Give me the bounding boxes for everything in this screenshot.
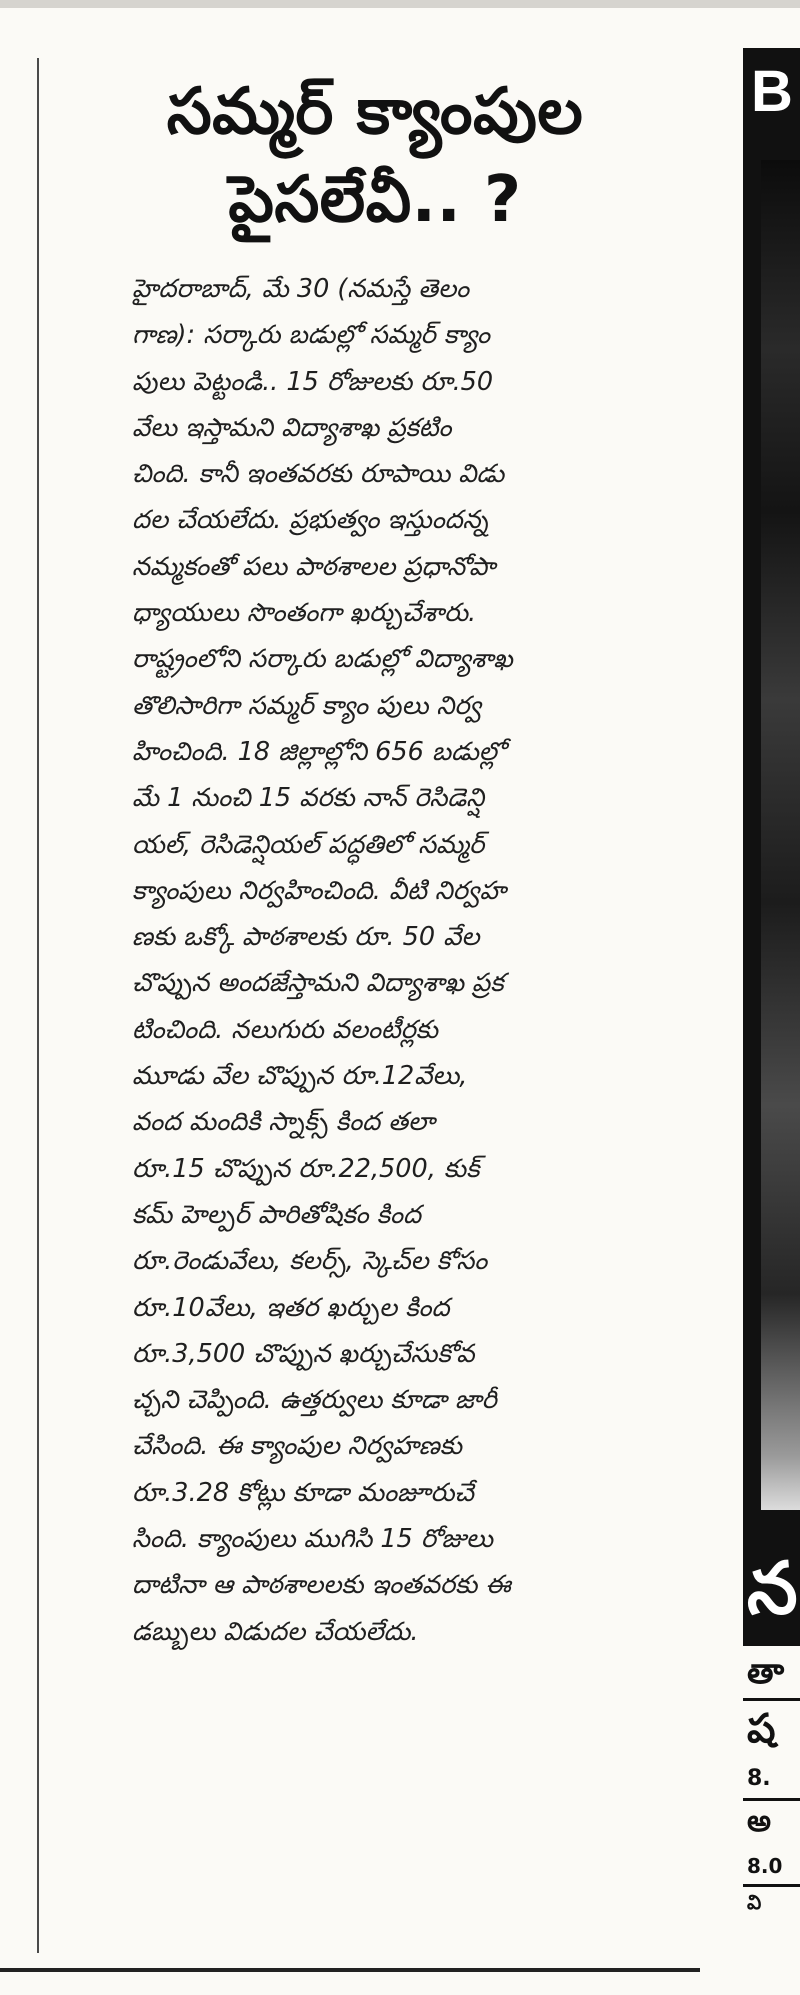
body-line: టించింది. నలుగురు వలంటీర్లకు <box>132 1014 438 1045</box>
body-line: చింది. కానీ ఇంతవరకు రూపాయి విడు <box>132 459 505 490</box>
side-big-heading: న <box>747 1546 798 1630</box>
body-line: రూ.3,500 చొప్పున ఖర్చుచేసుకోవ <box>132 1338 475 1369</box>
side-text-row: వి <box>747 1890 762 1914</box>
body-line: మే 1 నుంచి 15 వరకు నాన్ రెసిడెన్షి <box>132 783 485 814</box>
adjacent-article-fragment <box>743 48 800 1995</box>
body-line: ణకు ఒక్కో పాఠశాలకు రూ. 50 వేల <box>132 922 480 953</box>
body-line: పులు పెట్టండి.. 15 రోజులకు రూ.50 <box>132 366 494 397</box>
body-line: వంద మందికి స్నాక్స్ కింద తలా <box>132 1107 435 1138</box>
body-line: చొప్పున అందజేస్తామని విద్యాశాఖ ప్రక <box>132 968 504 999</box>
side-text-panel <box>743 1646 800 1995</box>
body-line: చేసింది. ఈ క్యాంపుల నిర్వహణకు <box>132 1431 462 1462</box>
side-divider <box>743 1698 800 1701</box>
body-line: హైదరాబాద్, మే 30 (నమస్తే తెలం <box>132 274 470 304</box>
body-line: రాష్ట్రంలోని సర్కారు బడుల్లో విద్యాశాఖ <box>132 644 513 675</box>
side-text-row: అ <box>747 1804 771 1839</box>
body-line: గాణ): సర్కారు బడుల్లో సమ్మర్ క్యాం <box>132 320 490 351</box>
body-line: దాటినా ఆ పాఠశాలలకు ఇంతవరకు ఈ <box>132 1570 511 1601</box>
body-line: క్యాంపులు నిర్వహించింది. వీటి నిర్వహ <box>132 875 506 906</box>
side-photo <box>761 160 800 1510</box>
column-rule <box>37 58 39 1953</box>
body-line: చ్చని చెప్పింది. ఉత్తర్వులు కూడా జారీ <box>132 1385 497 1416</box>
body-line: యల్, రెసిడెన్షియల్ పద్ధతిలో సమ్మర్ <box>132 829 485 860</box>
body-line: రూ.3.28 కోట్లు కూడా మంజూరుచే <box>132 1477 474 1508</box>
body-line: మూడు వేల చొప్పున రూ.12వేలు, <box>132 1061 468 1092</box>
body-line: ధ్యాయులు సొంతంగా ఖర్చుచేశారు. <box>132 598 477 629</box>
body-line: సింది. క్యాంపులు ముగిసి 15 రోజులు <box>132 1524 493 1555</box>
body-line: డబ్బులు విడుదల చేయలేదు. <box>132 1616 419 1647</box>
side-text-row: ష <box>747 1706 776 1752</box>
article-body <box>132 266 680 1655</box>
news-article <box>60 40 690 1655</box>
top-page-strip <box>0 0 800 8</box>
body-line: హించింది. 18 జిల్లాల్లోని 656 బడుల్లో <box>132 736 506 767</box>
headline-line-2: పైసలేవీ.. ? <box>228 163 522 237</box>
article-headline <box>60 68 690 244</box>
body-line: రూ.రెండువేలు, కలర్స్, స్కెచ్‌ల కోసం <box>132 1246 488 1277</box>
bottom-rule <box>0 1968 700 1972</box>
side-text-row: 8.0 <box>747 1854 783 1878</box>
body-line: నమ్మకంతో పలు పాఠశాలల ప్రధానోపా <box>132 551 496 582</box>
body-line: రూ.10వేలు, ఇతర ఖర్చుల కింద <box>132 1292 450 1323</box>
headline-line-1: సమ్మర్ క్యాంపుల <box>166 75 584 149</box>
body-line: కమ్ హెల్పర్ పారితోషికం కింద <box>132 1199 421 1230</box>
side-title: B <box>751 59 793 124</box>
body-line: తొలిసారిగా సమ్మర్ క్యాం పులు నిర్వ <box>132 690 482 721</box>
side-text-row: తా <box>747 1652 785 1692</box>
body-line: వేలు ఇస్తామని విద్యాశాఖ ప్రకటిం <box>132 412 452 443</box>
side-divider <box>743 1798 800 1801</box>
side-text-row: 8. <box>747 1766 771 1791</box>
side-divider <box>743 1884 800 1887</box>
body-line: దల చేయలేదు. ప్రభుత్వం ఇస్తుందన్న <box>132 505 489 536</box>
body-line: రూ.15 చొప్పున రూ.22,500, కుక్ <box>132 1153 480 1184</box>
